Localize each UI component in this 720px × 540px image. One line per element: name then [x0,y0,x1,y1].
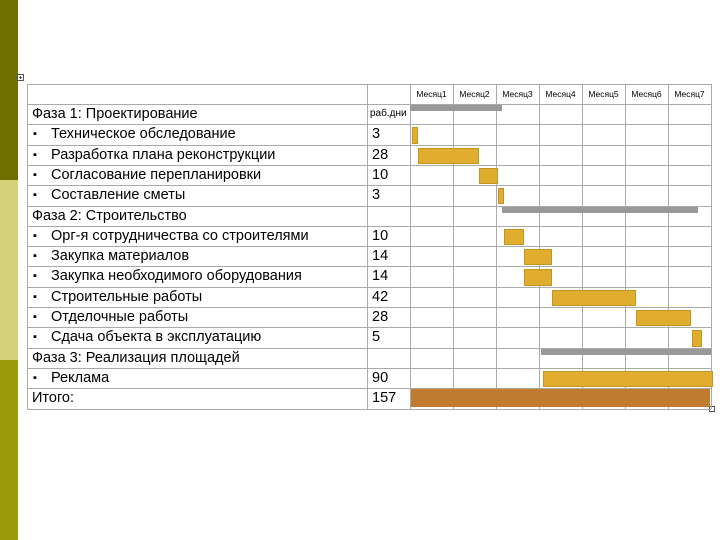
month-divider [496,84,497,409]
total-bar [411,389,710,407]
duration-value: 14 [372,248,389,265]
row-divider [27,287,711,288]
duration-value: 28 [372,146,389,163]
phase-label: Фаза 3: Реализация площадей [32,349,240,366]
column-divider [27,84,28,409]
task-bar [543,371,713,387]
month-header: Месяц3 [502,89,533,99]
month-header: Месяц4 [545,89,576,99]
row-divider [27,104,711,105]
duration-value: 157 [372,390,397,407]
duration-value: 10 [372,227,389,244]
month-header: Месяц5 [588,89,619,99]
task-bar [498,188,504,204]
duration-value: 90 [372,369,389,386]
bullet-icon: ▪ [33,168,37,181]
column-divider [410,84,411,409]
month-divider [453,84,454,409]
row-divider [27,368,711,369]
month-header: Месяц1 [416,89,447,99]
row-divider [27,307,711,308]
duration-value: 10 [372,166,389,183]
month-divider [582,84,583,409]
row-divider [27,327,711,328]
bullet-icon: ▪ [33,229,37,242]
task-label: Техническое обследование [51,126,236,143]
task-bar [504,229,523,245]
column-divider [367,84,368,409]
duration-value: 3 [372,126,381,143]
phase-bar [410,105,502,111]
gantt-table [27,84,711,408]
task-bar [479,168,498,184]
task-bar [552,290,636,306]
phase-bar [502,207,698,213]
task-bar [524,269,552,285]
month-divider [625,84,626,409]
left-stripe-dark [0,0,18,180]
month-header: Месяц7 [674,89,705,99]
task-label: Составление сметы [51,187,186,204]
task-label: Отделочные работы [51,309,189,325]
row-divider [27,185,711,186]
left-stripe-mid [0,360,18,540]
month-header: Месяц2 [459,89,490,99]
month-divider [668,84,669,409]
duration-header: раб.дни [370,108,407,119]
row-divider [27,409,711,410]
total-label: Итого: [32,390,75,407]
task-label: Орг-я сотрудничества со строителями [51,227,309,244]
row-divider [27,165,711,166]
bullet-icon: ▪ [33,270,37,283]
duration-value: 5 [372,329,381,346]
duration-value: 14 [372,268,389,285]
task-bar [418,148,478,164]
column-divider [711,84,712,409]
row-divider [27,226,711,227]
bullet-icon: ▪ [33,189,37,202]
phase-label: Фаза 2: Строительство [32,207,187,224]
row-divider [27,124,711,125]
bullet-icon: ▪ [33,250,37,263]
task-label: Разработка плана реконструкции [51,146,276,163]
bullet-icon: ▪ [33,128,37,141]
bullet-icon: ▪ [33,290,37,303]
left-stripe-light [0,180,18,360]
task-bar [524,249,552,265]
task-label: Закупка материалов [51,248,190,265]
bullet-icon: ▪ [33,148,37,161]
plus-square-icon[interactable] [17,74,24,81]
task-bar [636,310,692,326]
bullet-icon: ▪ [33,331,37,344]
duration-value: 3 [372,187,381,204]
month-divider [539,84,540,409]
task-label: Закупка необходимого оборудования [51,268,302,285]
row-divider [27,145,711,146]
row-divider [27,266,711,267]
duration-value: 28 [372,309,389,325]
task-label: Сдача объекта в эксплуатацию [51,329,262,346]
task-label: Согласование перепланировки [51,166,262,183]
task-bar [692,330,703,346]
bullet-icon: ▪ [33,311,37,323]
duration-value: 42 [372,288,389,305]
phase-bar [541,349,711,355]
row-divider [27,246,711,247]
task-bar [412,127,418,143]
task-label: Строительные работы [51,288,203,305]
top-border [27,84,711,85]
bullet-icon: ▪ [33,371,37,384]
month-header: Месяц6 [631,89,662,99]
phase-label: Фаза 1: Проектирование [32,106,198,122]
task-label: Реклама [51,369,110,386]
